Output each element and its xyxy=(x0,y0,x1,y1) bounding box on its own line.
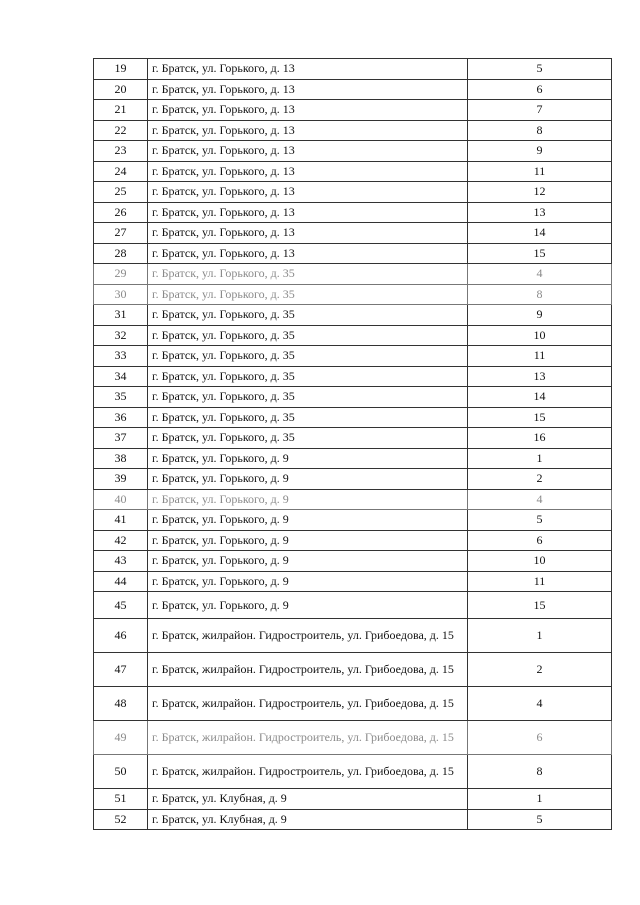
row-number: 22 xyxy=(94,120,148,141)
table-row xyxy=(94,469,612,490)
row-number: 52 xyxy=(94,809,148,830)
row-number: 32 xyxy=(94,325,148,346)
row-apartment: 6 xyxy=(468,721,612,755)
table-row xyxy=(94,687,612,721)
row-apartment: 5 xyxy=(468,59,612,80)
table-row xyxy=(94,366,612,387)
row-apartment: 4 xyxy=(468,489,612,510)
row-number: 28 xyxy=(94,243,148,264)
row-number: 47 xyxy=(94,653,148,687)
row-address: г. Братск, ул. Клубная, д. 9 xyxy=(148,809,468,830)
row-apartment: 5 xyxy=(468,510,612,531)
row-address: г. Братск, ул. Горького, д. 13 xyxy=(148,120,468,141)
table-row xyxy=(94,789,612,810)
row-apartment: 5 xyxy=(468,809,612,830)
row-number: 48 xyxy=(94,687,148,721)
row-address: г. Братск, жилрайон. Гидростроитель, ул. Грибоедова, д. 15 xyxy=(148,721,468,755)
row-apartment: 12 xyxy=(468,182,612,203)
row-address: г. Братск, ул. Горького, д. 9 xyxy=(148,448,468,469)
row-number: 29 xyxy=(94,264,148,285)
row-apartment: 2 xyxy=(468,469,612,490)
table-row xyxy=(94,243,612,264)
row-apartment: 13 xyxy=(468,366,612,387)
row-number: 35 xyxy=(94,387,148,408)
row-apartment: 9 xyxy=(468,305,612,326)
row-number: 30 xyxy=(94,284,148,305)
row-apartment: 8 xyxy=(468,755,612,789)
row-address: г. Братск, ул. Горького, д. 13 xyxy=(148,182,468,203)
row-address: г. Братск, ул. Горького, д. 35 xyxy=(148,284,468,305)
table-row xyxy=(94,305,612,326)
row-address: г. Братск, жилрайон. Гидростроитель, ул. Грибоедова, д. 15 xyxy=(148,653,468,687)
table-row xyxy=(94,755,612,789)
row-number: 51 xyxy=(94,789,148,810)
table-row xyxy=(94,346,612,367)
row-address: г. Братск, ул. Горького, д. 9 xyxy=(148,530,468,551)
row-address: г. Братск, ул. Горького, д. 13 xyxy=(148,79,468,100)
row-apartment: 15 xyxy=(468,243,612,264)
row-number: 20 xyxy=(94,79,148,100)
row-apartment: 4 xyxy=(468,687,612,721)
row-address: г. Братск, ул. Горького, д. 13 xyxy=(148,100,468,121)
row-number: 27 xyxy=(94,223,148,244)
row-apartment: 13 xyxy=(468,202,612,223)
row-apartment: 14 xyxy=(468,387,612,408)
row-address: г. Братск, ул. Горького, д. 9 xyxy=(148,469,468,490)
row-number: 50 xyxy=(94,755,148,789)
table-row xyxy=(94,202,612,223)
row-address: г. Братск, ул. Горького, д. 35 xyxy=(148,366,468,387)
table-row xyxy=(94,428,612,449)
row-number: 45 xyxy=(94,592,148,619)
row-number: 43 xyxy=(94,551,148,572)
row-number: 19 xyxy=(94,59,148,80)
table-row xyxy=(94,59,612,80)
table-row xyxy=(94,721,612,755)
table-row xyxy=(94,284,612,305)
row-apartment: 8 xyxy=(468,284,612,305)
row-apartment: 2 xyxy=(468,653,612,687)
row-address: г. Братск, ул. Горького, д. 13 xyxy=(148,141,468,162)
table-row xyxy=(94,551,612,572)
row-apartment: 1 xyxy=(468,448,612,469)
row-number: 25 xyxy=(94,182,148,203)
row-address: г. Братск, ул. Горького, д. 13 xyxy=(148,223,468,244)
row-apartment: 10 xyxy=(468,551,612,572)
row-address: г. Братск, жилрайон. Гидростроитель, ул. Грибоедова, д. 15 xyxy=(148,687,468,721)
table-row xyxy=(94,530,612,551)
row-address: г. Братск, ул. Горького, д. 13 xyxy=(148,161,468,182)
row-number: 26 xyxy=(94,202,148,223)
table-row xyxy=(94,325,612,346)
row-number: 39 xyxy=(94,469,148,490)
row-address: г. Братск, ул. Горького, д. 9 xyxy=(148,551,468,572)
table-row xyxy=(94,264,612,285)
row-address: г. Братск, жилрайон. Гидростроитель, ул. Грибоедова, д. 15 xyxy=(148,755,468,789)
table-row xyxy=(94,387,612,408)
row-address: г. Братск, ул. Горького, д. 9 xyxy=(148,510,468,531)
table-row xyxy=(94,592,612,619)
row-address: г. Братск, ул. Горького, д. 9 xyxy=(148,571,468,592)
row-address: г. Братск, ул. Горького, д. 35 xyxy=(148,325,468,346)
row-address: г. Братск, ул. Горького, д. 35 xyxy=(148,305,468,326)
table-row xyxy=(94,448,612,469)
row-address: г. Братск, ул. Клубная, д. 9 xyxy=(148,789,468,810)
row-address: г. Братск, ул. Горького, д. 35 xyxy=(148,428,468,449)
table-row xyxy=(94,141,612,162)
address-table xyxy=(93,58,612,830)
row-address: г. Братск, ул. Горького, д. 13 xyxy=(148,202,468,223)
row-number: 46 xyxy=(94,619,148,653)
table-row xyxy=(94,223,612,244)
table-row xyxy=(94,619,612,653)
row-number: 36 xyxy=(94,407,148,428)
row-number: 41 xyxy=(94,510,148,531)
row-number: 40 xyxy=(94,489,148,510)
row-apartment: 16 xyxy=(468,428,612,449)
table-row xyxy=(94,182,612,203)
row-address: г. Братск, ул. Горького, д. 13 xyxy=(148,243,468,264)
row-apartment: 1 xyxy=(468,789,612,810)
row-apartment: 10 xyxy=(468,325,612,346)
row-number: 38 xyxy=(94,448,148,469)
row-address: г. Братск, ул. Горького, д. 35 xyxy=(148,387,468,408)
document-page xyxy=(93,58,593,830)
row-apartment: 8 xyxy=(468,120,612,141)
row-address: г. Братск, ул. Горького, д. 9 xyxy=(148,592,468,619)
table-row xyxy=(94,100,612,121)
row-apartment: 6 xyxy=(468,79,612,100)
table-row xyxy=(94,653,612,687)
row-number: 21 xyxy=(94,100,148,121)
row-number: 24 xyxy=(94,161,148,182)
row-number: 34 xyxy=(94,366,148,387)
row-number: 33 xyxy=(94,346,148,367)
row-number: 31 xyxy=(94,305,148,326)
row-apartment: 7 xyxy=(468,100,612,121)
row-apartment: 11 xyxy=(468,346,612,367)
table-row xyxy=(94,809,612,830)
table-row xyxy=(94,489,612,510)
row-number: 37 xyxy=(94,428,148,449)
row-apartment: 15 xyxy=(468,407,612,428)
row-number: 49 xyxy=(94,721,148,755)
row-address: г. Братск, ул. Горького, д. 13 xyxy=(148,59,468,80)
table-row xyxy=(94,510,612,531)
row-apartment: 11 xyxy=(468,571,612,592)
row-apartment: 4 xyxy=(468,264,612,285)
row-address: г. Братск, ул. Горького, д. 35 xyxy=(148,407,468,428)
row-address: г. Братск, ул. Горького, д. 9 xyxy=(148,489,468,510)
row-apartment: 1 xyxy=(468,619,612,653)
row-address: г. Братск, ул. Горького, д. 35 xyxy=(148,264,468,285)
row-apartment: 6 xyxy=(468,530,612,551)
table-row xyxy=(94,161,612,182)
table-row xyxy=(94,407,612,428)
row-apartment: 15 xyxy=(468,592,612,619)
row-apartment: 11 xyxy=(468,161,612,182)
row-number: 44 xyxy=(94,571,148,592)
table-row xyxy=(94,120,612,141)
row-address: г. Братск, жилрайон. Гидростроитель, ул. Грибоедова, д. 15 xyxy=(148,619,468,653)
table-row xyxy=(94,571,612,592)
row-number: 23 xyxy=(94,141,148,162)
row-address: г. Братск, ул. Горького, д. 35 xyxy=(148,346,468,367)
table-row xyxy=(94,79,612,100)
row-number: 42 xyxy=(94,530,148,551)
row-apartment: 9 xyxy=(468,141,612,162)
row-apartment: 14 xyxy=(468,223,612,244)
